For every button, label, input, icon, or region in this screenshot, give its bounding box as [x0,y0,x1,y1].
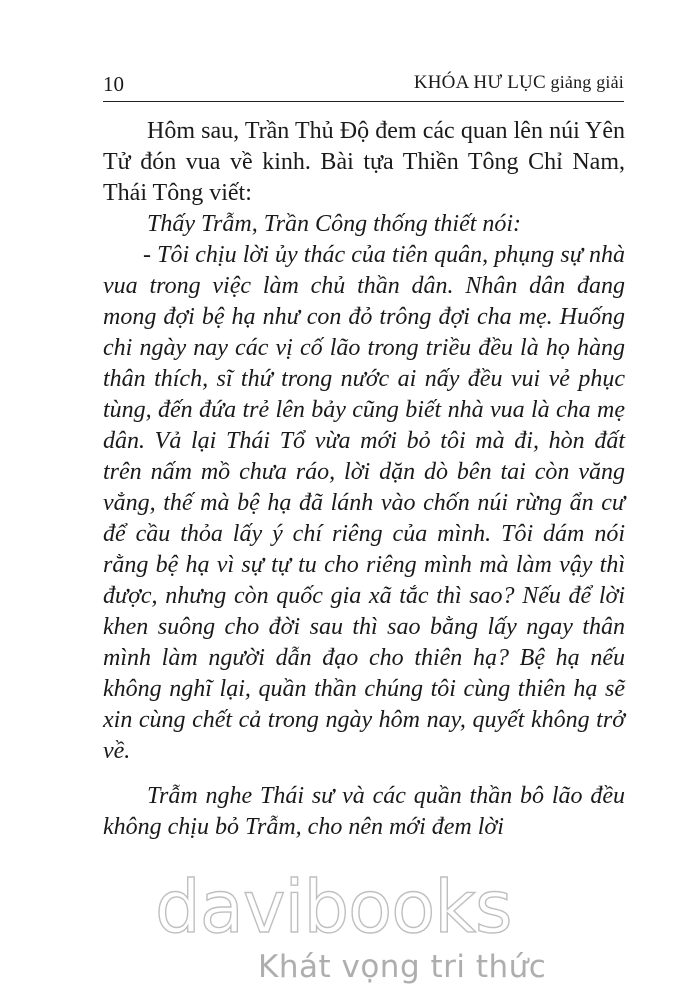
paragraph-quote-intro: Thấy Trẫm, Trần Công thống thiết nói: [147,211,522,237]
running-title [414,72,624,94]
running-title-caps: KHÓA HƯ LỤC [413,72,546,93]
watermark-logo: davibooks [155,865,512,949]
watermark-tagline: Khát vọng tri thức [258,949,547,985]
page-body [103,116,625,843]
paragraph-closing: Trẫm nghe Thái sư và các quần thần bô lão đều không chịu bỏ Trẫm, cho nên mới đem lời [103,783,625,840]
paragraph-intro: Hôm sau, Trần Thủ Độ đem các quan lên núi Yên Tử đón vua về kinh. Bài tựa Thiền Tông Chỉ Nam, Thái Tông viết: [103,118,625,206]
page-header [103,72,624,100]
running-title-rest: giảng giải [545,72,624,92]
header-rule [103,101,624,102]
watermark [0,865,700,999]
paragraph-speech: - Tôi chịu lời ủy thác của tiên quân, phụng sự nhà vua trong việc làm chủ thần dân. Nhân dân đang mong đợi bệ hạ như con đỏ trông đợi cha mẹ. Huống chi ngày nay các vị cố lão trong triều đều là họ hàng thân thích, sĩ thứ trong nước ai nấy đều vui vẻ phục tùng, đến đứa trẻ lên bảy cũng biết nhà vua là cha mẹ dân. Vả lại Thái Tổ vừa mới bỏ tôi mà đi, hòn đất trên nấm mồ chưa ráo, lời dặn dò bên tai còn văng vẳng, thế mà bệ hạ đã lánh vào chốn núi rừng ẩn cư để cầu thỏa lấy ý chí riêng của mình. Tôi dám nói rằng bệ hạ vì sự tự tu cho riêng mình mà làm vậy thì được, nhưng còn quốc gia xã tắc thì sao? Nếu để lời khen suông cho đời sau thì sao bằng lấy ngay thân mình làm người dẫn đạo cho thiên hạ? Bệ hạ nếu không nghĩ lại, quần thần chúng tôi cùng thiên hạ sẽ xin cùng chết cả trong ngày hôm nay, quyết không trở về. [103,242,625,764]
page-number: 10 [103,72,124,96]
